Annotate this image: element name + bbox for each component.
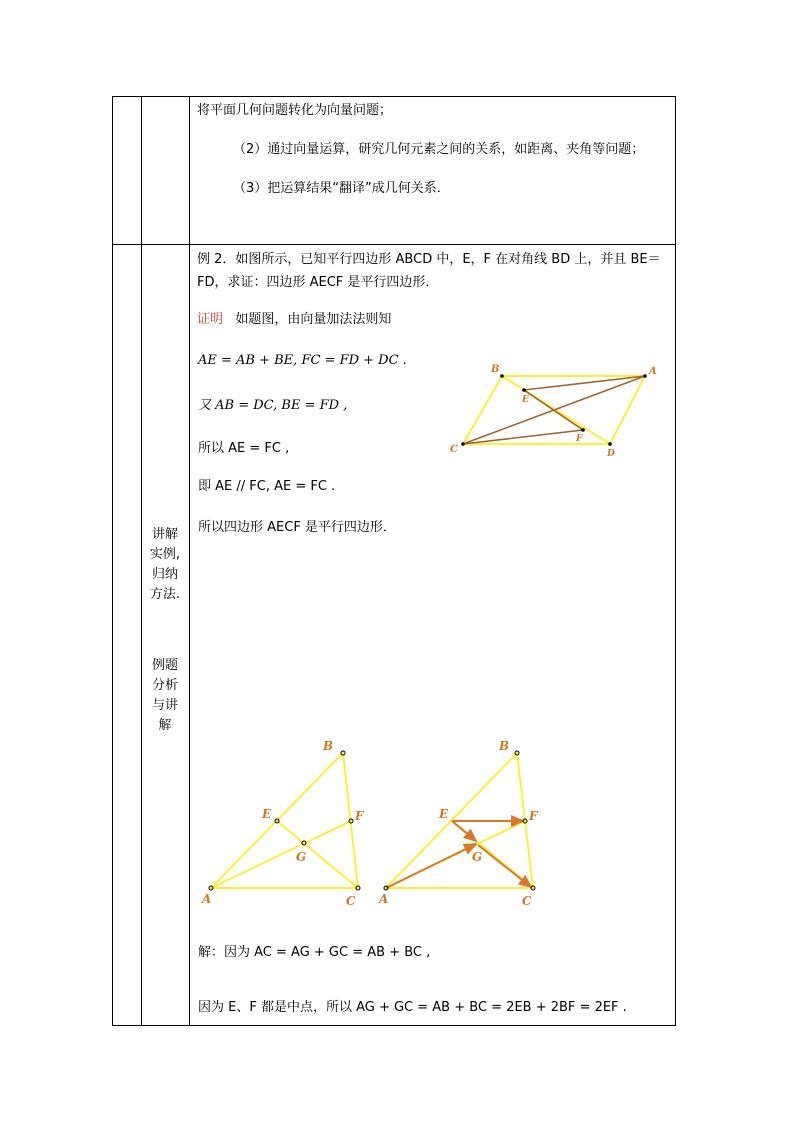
- triangle-abc-1: [211, 753, 358, 888]
- side-label-example: 例题 分析 与讲 解: [151, 658, 178, 733]
- table-col-divider-2: [189, 96, 190, 1026]
- tri2-label-f: F: [529, 809, 538, 823]
- equation-4: 即 AE // FC, AE = FC .: [198, 479, 336, 494]
- tri1-label-c: C: [346, 894, 356, 908]
- table-top-border: [112, 96, 676, 97]
- table-row-divider: [112, 244, 676, 245]
- triangle-figure-2: [375, 735, 555, 915]
- row1-line3: （3）把运算结果“翻译”成几何关系.: [233, 181, 441, 196]
- tri1-label-g: G: [296, 850, 307, 864]
- equation-3: 所以 AE = FC ,: [198, 441, 290, 456]
- label-e: E: [522, 395, 529, 405]
- example-statement-1: 例 2．如图所示，已知平行四边形 ABCD 中，E，F 在对角线 BD 上，并且 BE＝: [197, 252, 661, 267]
- tri1-label-b: B: [323, 739, 334, 753]
- label-f: F: [576, 434, 583, 444]
- median-af: [211, 821, 351, 888]
- solution-line-1: 解：因为 AC = AG + GC = AB + BC ,: [198, 945, 431, 960]
- tri2-label-e: E: [439, 807, 449, 821]
- proof-intro: 如题图，由向量加法法则知: [235, 312, 392, 327]
- equation-1: AE = AB + BE, FC = FD + DC .: [198, 353, 407, 368]
- tri1-label-a: A: [202, 892, 212, 906]
- proof-line: [197, 311, 391, 329]
- proof-label: 证明: [197, 312, 224, 327]
- label-a: A: [649, 366, 657, 377]
- triangle-figure-1: [195, 735, 375, 915]
- solution-line-2: 因为 E、F 都是中点，所以 AG + GC = AB + BC = 2EB + 2BF = 2EF .: [198, 1000, 627, 1015]
- label-c: C: [450, 444, 458, 455]
- vector-ag: [386, 844, 476, 888]
- side-label-explain: 讲解 实例, 归纳 方法.: [149, 527, 181, 602]
- row1-line2: （2）通过向量运算，研究几何元素之间的关系，如距离、夹角等问题；: [233, 142, 645, 157]
- tri2-label-g: G: [472, 850, 483, 864]
- table-left-border: [112, 96, 113, 1026]
- example-statement-2: FD，求证：四边形 AECF 是平行四边形．: [197, 275, 439, 290]
- label-d: D: [607, 449, 615, 459]
- tri2-label-c: C: [522, 894, 532, 908]
- parallelogram-figure: [440, 355, 670, 465]
- tri1-label-e: E: [262, 807, 272, 821]
- median-ce: [277, 821, 358, 888]
- proof-conclusion: 所以四边形 AECF 是平行四边形．: [198, 520, 396, 535]
- label-b: B: [491, 364, 500, 375]
- row1-line1: 将平面几何问题转化为向量问题；: [197, 103, 393, 118]
- tri1-label-f: F: [355, 809, 364, 823]
- vector-ec: [452, 821, 476, 841]
- equation-2: 又 AB = DC, BE = FD ,: [198, 398, 348, 413]
- vector-gc: [478, 845, 531, 887]
- quad-aecf: [463, 376, 645, 444]
- tri2-label-a: A: [379, 892, 389, 906]
- table-right-border: [675, 96, 676, 1026]
- tri2-label-b: B: [499, 739, 510, 753]
- table-bottom-border: [112, 1025, 676, 1026]
